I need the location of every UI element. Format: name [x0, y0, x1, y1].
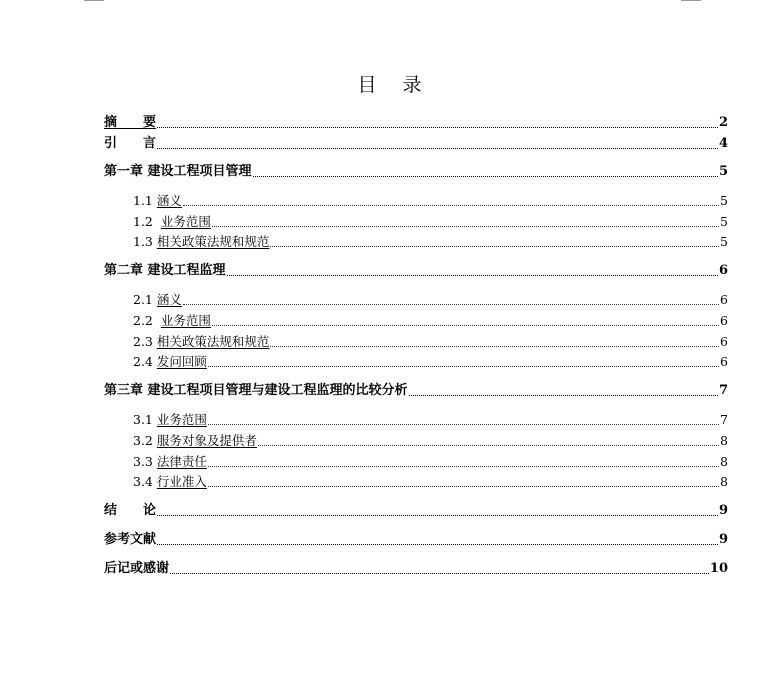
toc-entry-label: 3.2 服务对象及提供者 [133, 433, 257, 448]
toc-entry-label: 1.1 涵义 [133, 193, 182, 208]
toc-entry-label: 第一章 建设工程项目管理 [104, 164, 252, 179]
toc-entry-label: 2.2 业务范围 [133, 313, 211, 328]
dot-leader [227, 274, 718, 276]
dot-leader [157, 147, 718, 149]
dot-leader [270, 245, 719, 247]
toc-entry-section-2-3[interactable] [104, 333, 728, 351]
toc-entry-label: 2.3 相关政策法规和规范 [133, 334, 270, 349]
toc-entry-references[interactable] [104, 531, 728, 549]
toc-entry-label: 2.1 涵义 [133, 292, 182, 307]
toc-entry-section-2-4[interactable] [104, 353, 728, 371]
dot-leader [212, 324, 719, 326]
page-corner-mark-right [681, 0, 701, 1]
toc-entry-section-3-4[interactable] [104, 473, 728, 491]
toc-entry-section-1-2[interactable] [104, 213, 728, 231]
toc-entry-chapter-1[interactable] [104, 163, 728, 181]
toc-entry-section-2-1[interactable] [104, 291, 728, 309]
toc-entry-label: 摘 要 [104, 115, 157, 130]
toc-entry-section-1-1[interactable] [104, 192, 728, 210]
toc-entry-page: 5 [720, 193, 728, 208]
toc-entry-section-3-2[interactable] [104, 432, 728, 450]
dot-leader [208, 423, 719, 425]
dot-leader [157, 543, 718, 545]
toc-entry-introduction[interactable] [104, 135, 728, 153]
toc-entry-page: 4 [718, 136, 728, 151]
toc-entry-section-3-1[interactable] [104, 411, 728, 429]
toc-entry-page: 6 [718, 263, 728, 278]
toc-entry-section-1-3[interactable] [104, 233, 728, 251]
toc-entry-page: 5 [718, 164, 728, 179]
toc-entry-label: 3.3 法律责任 [133, 454, 207, 469]
toc-entry-page: 5 [720, 234, 728, 249]
toc-entry-label: 后记或感谢 [104, 561, 170, 576]
toc-entry-label: 参考文献 [104, 532, 157, 547]
toc-entry-page: 5 [720, 214, 728, 229]
dot-leader [258, 444, 719, 446]
toc-entry-page: 8 [720, 433, 728, 448]
toc-entry-chapter-3[interactable] [104, 382, 728, 400]
toc-entry-page: 8 [720, 454, 728, 469]
toc-title: 目 录 [357, 74, 432, 96]
toc-entry-page: 9 [718, 503, 728, 518]
dot-leader [157, 126, 718, 128]
toc-entry-section-2-2[interactable] [104, 312, 728, 330]
dot-leader [157, 514, 718, 516]
dot-leader [208, 365, 719, 367]
toc-entry-page: 7 [720, 412, 728, 427]
toc-entry-page: 2 [718, 115, 728, 130]
toc-entry-label: 3.4 行业准入 [133, 474, 207, 489]
toc-entry-chapter-2[interactable] [104, 262, 728, 280]
toc-entry-page: 6 [720, 313, 728, 328]
toc-entry-page: 6 [720, 334, 728, 349]
dot-leader [208, 485, 719, 487]
toc-entry-label: 2.4 发问回顾 [133, 354, 207, 369]
dot-leader [212, 225, 719, 227]
toc-entry-label: 3.1 业务范围 [133, 412, 207, 427]
toc-entry-section-3-3[interactable] [104, 453, 728, 471]
toc-entry-page: 9 [718, 532, 728, 547]
toc-entry-page: 8 [720, 474, 728, 489]
toc-entry-label: 1.2 业务范围 [133, 214, 211, 229]
toc-entry-page: 6 [720, 354, 728, 369]
dot-leader [270, 345, 719, 347]
toc-entry-label: 第三章 建设工程项目管理与建设工程监理的比较分析 [104, 383, 408, 398]
toc-entry-acknowledgements[interactable] [104, 560, 728, 578]
toc-entry-page: 6 [720, 292, 728, 307]
toc-entry-conclusion[interactable] [104, 502, 728, 520]
dot-leader [208, 465, 719, 467]
dot-leader [183, 204, 719, 206]
toc-entry-label: 结 论 [104, 503, 157, 518]
dot-leader [409, 394, 718, 396]
toc-entry-label: 引 言 [104, 136, 157, 151]
dot-leader [253, 175, 718, 177]
dot-leader [170, 572, 709, 574]
toc-entry-label: 第二章 建设工程监理 [104, 263, 226, 278]
dot-leader [183, 303, 719, 305]
toc-entry-label: 1.3 相关政策法规和规范 [133, 234, 270, 249]
toc-entry-page: 7 [718, 383, 728, 398]
toc-entry-page: 10 [709, 561, 728, 576]
toc-entry-abstract[interactable] [104, 114, 728, 132]
page-corner-mark-left [84, 0, 104, 1]
